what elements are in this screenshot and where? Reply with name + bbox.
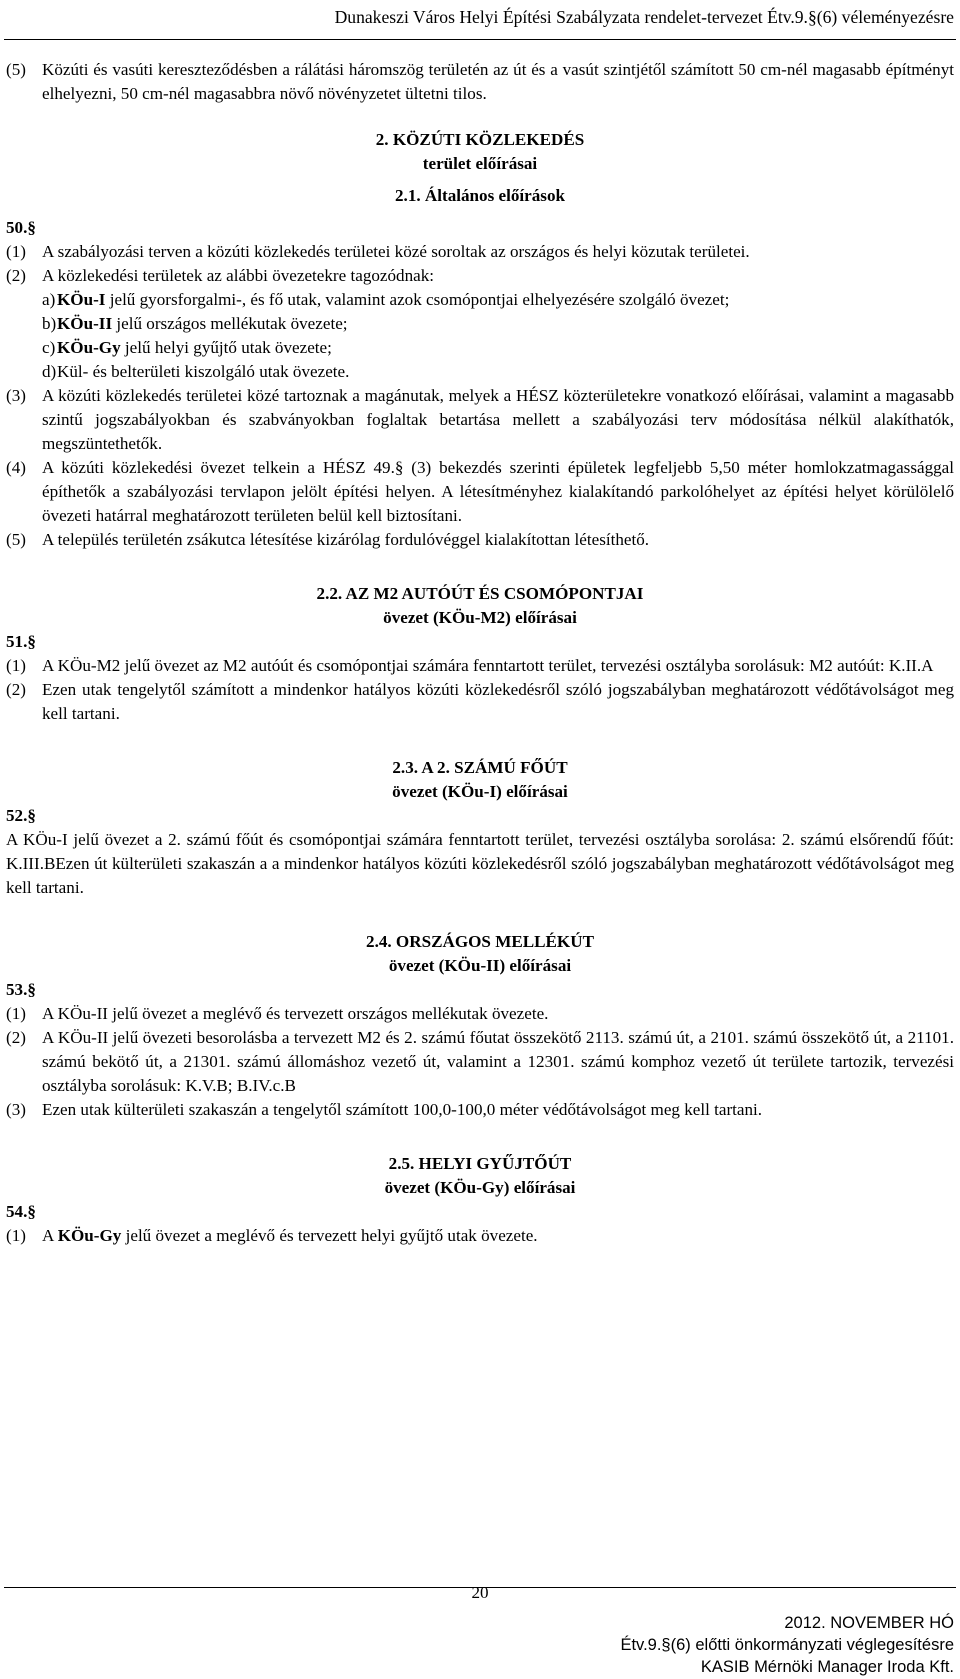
section-title-2-1: 2.1. Általános előírások	[395, 186, 565, 205]
paragraph-number: (4)	[6, 458, 26, 477]
paragraph-number: (3)	[6, 386, 26, 405]
list-item-label: a)	[42, 290, 56, 309]
header-divider	[4, 39, 956, 40]
paragraph-number: (2)	[6, 266, 26, 285]
paragraph-number: (1)	[6, 1226, 26, 1245]
paragraph-number: (3)	[6, 1100, 26, 1119]
section-subtitle-2-5: övezet (KÖu-Gy) előírásai	[384, 1178, 576, 1197]
paragraph-number: (5)	[6, 60, 26, 79]
paragraph-50-5	[6, 528, 954, 552]
paragraph-text: A közlekedési területek az alábbi övezetekre tagozódnak:	[42, 266, 435, 285]
list-item-text: Kül- és belterületi kiszolgáló utak övezete.	[57, 362, 350, 381]
paragraph-number: (5)	[6, 530, 26, 549]
section-subtitle-2-3: övezet (KÖu-I) előírásai	[392, 782, 568, 801]
paragraph-sign-51: 51.§	[6, 632, 36, 651]
paragraph-text: A KÖu-II jelű övezeti besorolásba a tervezett M2 és 2. számú főutat összekötő 2113. számú út, a 2101. számú összekötő út, a 21101. számú bekötő út, a 21301. számú állomáshoz vezető út, valamint a 12301. számú komphoz vezető út területe tartozik, tervezési osztályba sorolásuk: K.V.B; B.IV.c.B	[42, 1028, 954, 1095]
paragraph-text: A KÖu-II jelű övezet a meglévő és tervezett országos mellékutak övezete.	[42, 1004, 549, 1023]
paragraph-number: (2)	[6, 680, 26, 699]
page-footer	[620, 1612, 954, 1678]
paragraph-number: (2)	[6, 1028, 26, 1047]
zone-code: KÖu-Gy	[57, 1226, 122, 1245]
zone-code: KÖu-I	[57, 290, 106, 309]
section-title-2-5: 2.5. HELYI GYŰJTŐÚT	[388, 1154, 572, 1173]
paragraph-number: (1)	[6, 656, 26, 675]
paragraph-number: (1)	[6, 242, 26, 261]
section-subtitle-2: terület előírásai	[422, 154, 538, 173]
section-title-2-4: 2.4. ORSZÁGOS MELLÉKÚT	[366, 932, 594, 951]
list-item	[6, 360, 954, 384]
paragraph-text: A KÖu-I jelű övezet a 2. számú főút és csomópontjai számára fenntartott terület, tervezési osztályba sorolása: 2. számú elsőrendű főút: K.III.BEzen út külterületi szakaszán a a mindenkor hatályos közúti közlekedésről szóló jogszabályban meghatározott védőtávolságot meg kell tartani.	[6, 830, 954, 897]
paragraph-text-post: jelű övezet a meglévő és tervezett helyi gyűjtő utak övezete.	[121, 1226, 538, 1245]
list-item-text: jelű országos mellékutak övezete;	[112, 314, 348, 333]
paragraph-52	[6, 828, 954, 900]
list-item	[6, 312, 954, 336]
paragraph-text: A szabályozási terven a közúti közlekedés területei közé soroltak az országos és helyi közutak területei.	[42, 242, 750, 261]
list-item	[6, 288, 954, 312]
paragraph-54-1	[6, 1224, 954, 1248]
paragraph-53-2	[6, 1026, 954, 1098]
list-item-text: jelű gyorsforgalmi-, és fő utak, valamint azok csomópontjai elhelyezésére szolgáló övezet;	[105, 290, 730, 309]
paragraph-intro-5	[6, 58, 954, 106]
paragraph-53-1	[6, 1002, 954, 1026]
zone-code: KÖu-Gy	[57, 338, 121, 357]
paragraph-number: (1)	[6, 1004, 26, 1023]
paragraph-50-4	[6, 456, 954, 528]
list-item-text: jelű helyi gyűjtő utak övezete;	[120, 338, 332, 357]
paragraph-sign-50: 50.§	[6, 218, 36, 237]
section-title-2-2: 2.2. AZ M2 AUTÓÚT ÉS CSOMÓPONTJAI	[316, 584, 644, 603]
paragraph-text: Ezen utak tengelytől számított a mindenkor hatályos közúti közlekedésről szóló jogszabályban meghatározott védőtávolságot meg kell tartani.	[42, 680, 954, 723]
paragraph-sign-53: 53.§	[6, 980, 36, 999]
footer-status: Étv.9.§(6) előtti önkormányzati véglegesítésre	[620, 1636, 954, 1654]
paragraph-50-2	[6, 264, 954, 288]
list-item-label: d)	[42, 362, 57, 381]
paragraph-50-1	[6, 240, 954, 264]
paragraph-53-3	[6, 1098, 954, 1122]
footer-date: 2012. NOVEMBER HÓ	[784, 1614, 954, 1632]
paragraph-text: A település területén zsákutca létesítése kizárólag fordulóvéggel kialakítottan létesíthető.	[42, 530, 650, 549]
document-body	[6, 58, 954, 1248]
paragraph-text-pre: A	[42, 1226, 58, 1245]
page-header: Dunakeszi Város Helyi Építési Szabályzata rendelet-tervezet Étv.9.§(6) véleményezésre	[334, 7, 954, 27]
footer-divider	[4, 1587, 956, 1588]
section-subtitle-2-2: övezet (KÖu-M2) előírásai	[383, 608, 577, 627]
list-item-label: c)	[42, 338, 56, 357]
paragraph-text: Közúti és vasúti kereszteződésben a rálátási háromszög területén az út és a vasút szintjétől számított 50 cm-nél magasabb építményt elhelyezni, 50 cm-nél magasabbra növő növényzetet ültetni tilos.	[42, 60, 954, 103]
paragraph-sign-52: 52.§	[6, 806, 36, 825]
zone-code: KÖu-II	[57, 314, 113, 333]
section-title-2: 2. KÖZÚTI KÖZLEKEDÉS	[375, 130, 585, 149]
paragraph-text: A KÖu-M2 jelű övezet az M2 autóút és csomópontjai számára fenntartott terület, tervezési osztályba sorolásuk: M2 autóút: K.II.A	[42, 656, 934, 675]
paragraph-text: A közúti közlekedési övezet telkein a HÉSZ 49.§ (3) bekezdés szerinti épületek legfeljebb 5,50 méter homlokzatmagassággal építhetők a szabályozási tervlapon jelölt építési helyen. A létesítményhez kialakítandó parkolóhelyet az építési helyet körülölelő övezeti határral meghatározott területen belül kell biztosítani.	[42, 458, 954, 525]
list-item	[6, 336, 954, 360]
paragraph-51-2	[6, 678, 954, 726]
paragraph-text: A közúti közlekedés területei közé tartoznak a magánutak, melyek a HÉSZ közterületekre vonatkozó előírásai, valamint a magasabb szintű jogszabályokban és szabványokban foglaltak betartása mellett a szabályozási terv módosítása nélkül alakíthatók, megszüntethetők.	[42, 386, 954, 453]
page-number: 20	[471, 1583, 489, 1602]
footer-company: KASIB Mérnöki Manager Iroda Kft.	[700, 1658, 954, 1676]
paragraph-51-1	[6, 654, 954, 678]
list-item-label: b)	[42, 314, 57, 333]
section-subtitle-2-4: övezet (KÖu-II) előírásai	[388, 956, 572, 975]
paragraph-text: Ezen utak külterületi szakaszán a tengelytől számított 100,0-100,0 méter védőtávolságot meg kell tartani.	[42, 1100, 763, 1119]
paragraph-50-3	[6, 384, 954, 456]
paragraph-sign-54: 54.§	[6, 1202, 36, 1221]
section-title-2-3: 2.3. A 2. SZÁMÚ FŐÚT	[392, 758, 568, 777]
